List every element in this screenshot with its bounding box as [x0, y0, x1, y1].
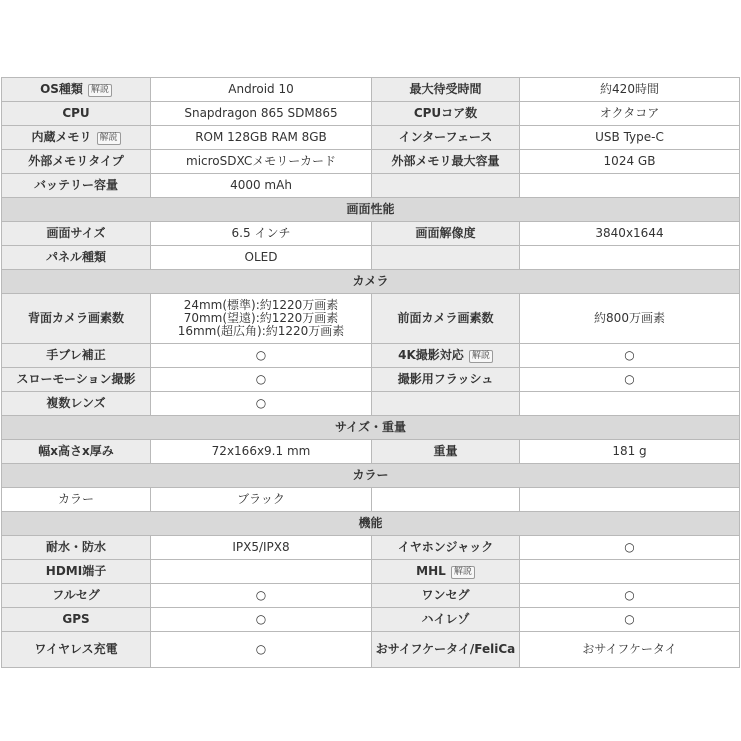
table-row [2, 294, 740, 344]
wireless-charging-value: ○ [151, 632, 372, 668]
hdmi-value [151, 560, 372, 584]
weight-value: 181 g [520, 440, 740, 464]
waterproof-label: 耐水・防水 [2, 536, 151, 560]
wireless-charging-label: ワイヤレス充電 [2, 632, 151, 668]
multilens-label: 複数レンズ [2, 392, 151, 416]
rear-camera-line: 16mm(超広角):約1220万画素 [177, 324, 345, 338]
interface-value: USB Type-C [520, 126, 740, 150]
rear-camera-line: 24mm(標準):約1220万画素 [183, 298, 339, 312]
hires-value: ○ [520, 608, 740, 632]
table-row [2, 102, 740, 126]
camera-section-header: カメラ [2, 270, 740, 294]
stabilizer-label: 手ブレ補正 [2, 344, 151, 368]
mhl-help-button[interactable]: 解説 [451, 566, 475, 579]
panel-label: パネル種類 [2, 246, 151, 270]
waterproof-value: IPX5/IPX8 [151, 536, 372, 560]
empty-value [520, 488, 740, 512]
table-row [2, 150, 740, 174]
table-row [2, 174, 740, 198]
os-help-button[interactable]: 解説 [88, 84, 112, 97]
battery-label: バッテリー容量 [2, 174, 151, 198]
table-row [2, 560, 740, 584]
table-row [2, 246, 740, 270]
dimensions-value: 72x166x9.1 mm [151, 440, 372, 464]
color-section-header: カラー [2, 464, 740, 488]
felica-label: おサイフケータイ/FeliCa [372, 632, 520, 668]
table-row [2, 222, 740, 246]
empty-value [520, 246, 740, 270]
table-row [2, 344, 740, 368]
fullseg-label: フルセグ [2, 584, 151, 608]
rear-camera-value [151, 294, 372, 344]
table-row [2, 368, 740, 392]
table-row [2, 608, 740, 632]
empty-label [372, 392, 520, 416]
slowmo-value: ○ [151, 368, 372, 392]
rear-camera-line: 70mm(望遠):約1220万画素 [183, 311, 339, 325]
color-label: カラー [2, 488, 151, 512]
oneseg-label: ワンセグ [372, 584, 520, 608]
standby-label: 最大待受時間 [372, 78, 520, 102]
features-section-header: 機能 [2, 512, 740, 536]
stabilizer-value: ○ [151, 344, 372, 368]
4k-value: ○ [520, 344, 740, 368]
earphone-label: イヤホンジャック [372, 536, 520, 560]
spec-table [1, 77, 740, 668]
weight-label: 重量 [372, 440, 520, 464]
table-row [2, 536, 740, 560]
screen-size-label: 画面サイズ [2, 222, 151, 246]
fullseg-value: ○ [151, 584, 372, 608]
4k-label: 4K撮影対応 解説 [372, 344, 520, 368]
dimensions-label: 幅x高さx厚み [2, 440, 151, 464]
empty-label [372, 246, 520, 270]
table-row [2, 392, 740, 416]
empty-value [520, 174, 740, 198]
hires-label: ハイレゾ [372, 608, 520, 632]
oneseg-value: ○ [520, 584, 740, 608]
screen-size-value: 6.5 インチ [151, 222, 372, 246]
color-value: ブラック [151, 488, 372, 512]
table-row [2, 126, 740, 150]
section-row [2, 416, 740, 440]
table-row [2, 440, 740, 464]
flash-value: ○ [520, 368, 740, 392]
4k-help-button[interactable]: 解説 [469, 350, 493, 363]
cores-label: CPUコア数 [372, 102, 520, 126]
empty-label [372, 174, 520, 198]
section-row [2, 512, 740, 536]
front-camera-label: 前面カメラ画素数 [372, 294, 520, 344]
ext-memory-max-label: 外部メモリ最大容量 [372, 150, 520, 174]
cpu-label: CPU [2, 102, 151, 126]
table-row [2, 78, 740, 102]
os-value: Android 10 [151, 78, 372, 102]
empty-value [520, 392, 740, 416]
table-row [2, 584, 740, 608]
rear-camera-label: 背面カメラ画素数 [2, 294, 151, 344]
battery-value: 4000 mAh [151, 174, 372, 198]
slowmo-label: スローモーション撮影 [2, 368, 151, 392]
cpu-value: Snapdragon 865 SDM865 [151, 102, 372, 126]
memory-label: 内蔵メモリ 解説 [2, 126, 151, 150]
memory-help-button[interactable]: 解説 [97, 132, 121, 145]
display-section-header: 画面性能 [2, 198, 740, 222]
mhl-label: MHL 解説 [372, 560, 520, 584]
gps-label: GPS [2, 608, 151, 632]
panel-value: OLED [151, 246, 372, 270]
gps-value: ○ [151, 608, 372, 632]
hdmi-label: HDMI端子 [2, 560, 151, 584]
table-row [2, 632, 740, 668]
section-row [2, 270, 740, 294]
resolution-value: 3840x1644 [520, 222, 740, 246]
section-row [2, 464, 740, 488]
multilens-value: ○ [151, 392, 372, 416]
cores-value: オクタコア [520, 102, 740, 126]
front-camera-value: 約800万画素 [520, 294, 740, 344]
empty-label [372, 488, 520, 512]
flash-label: 撮影用フラッシュ [372, 368, 520, 392]
interface-label: インターフェース [372, 126, 520, 150]
ext-memory-type-value: microSDXCメモリーカード [151, 150, 372, 174]
size-section-header: サイズ・重量 [2, 416, 740, 440]
section-row [2, 198, 740, 222]
resolution-label: 画面解像度 [372, 222, 520, 246]
mhl-value [520, 560, 740, 584]
ext-memory-max-value: 1024 GB [520, 150, 740, 174]
felica-value: おサイフケータイ [520, 632, 740, 668]
standby-value: 約420時間 [520, 78, 740, 102]
table-row [2, 488, 740, 512]
os-label: OS種類 解説 [2, 78, 151, 102]
memory-value: ROM 128GB RAM 8GB [151, 126, 372, 150]
ext-memory-type-label: 外部メモリタイプ [2, 150, 151, 174]
earphone-value: ○ [520, 536, 740, 560]
